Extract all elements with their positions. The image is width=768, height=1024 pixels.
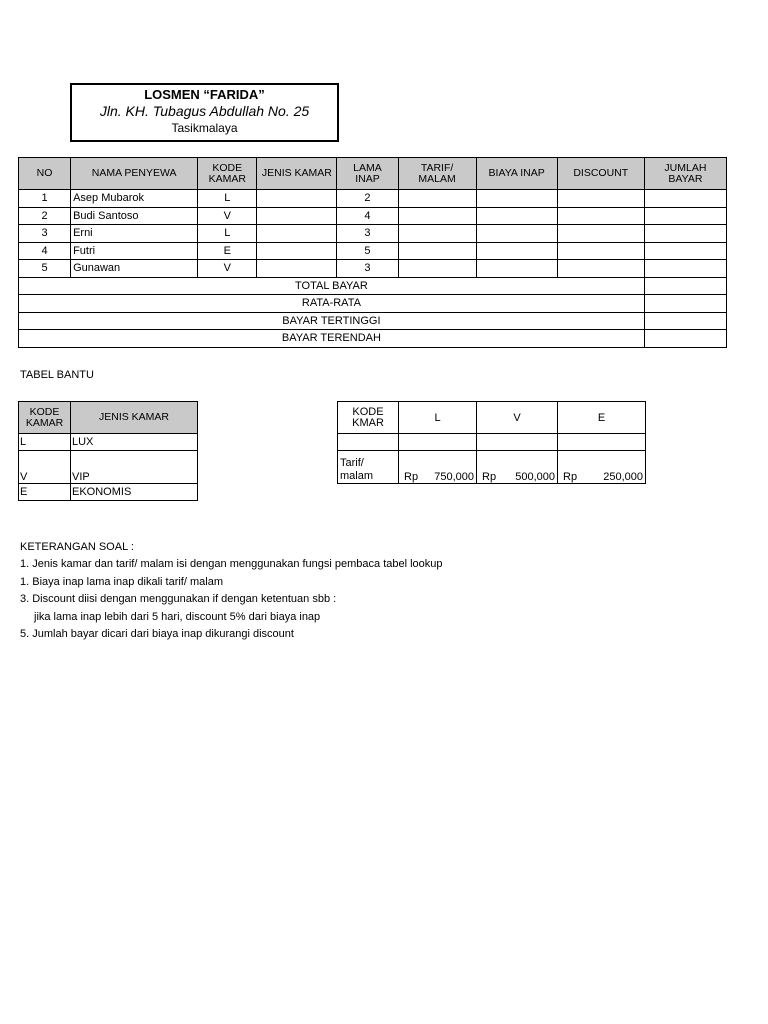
cell-jenis xyxy=(257,225,337,243)
tarif-value-v: 500,000 xyxy=(515,471,555,483)
cell-biaya xyxy=(476,190,557,208)
col-header-lama-2: INAP xyxy=(355,172,380,185)
tarif-empty-cell xyxy=(399,434,477,451)
cell-kode: V xyxy=(198,260,257,278)
kode-table-row xyxy=(19,484,198,501)
cell-no: 5 xyxy=(19,260,71,278)
cell-nama: Futri xyxy=(71,242,198,260)
cell-biaya xyxy=(476,242,557,260)
city: Tasikmalaya xyxy=(171,121,238,135)
cell-biaya xyxy=(476,225,557,243)
col-header-tarif-2: MALAM xyxy=(418,172,456,185)
notes-heading: KETERANGAN SOAL : xyxy=(20,541,134,553)
col-header-lama-1: LAMA xyxy=(353,161,382,174)
currency-label: Rp xyxy=(404,471,419,483)
kode-table-header-kode xyxy=(19,402,71,434)
tarif-value-e: 250,000 xyxy=(603,471,643,483)
main-table xyxy=(18,157,727,348)
tarif-empty-cell xyxy=(477,434,558,451)
cell-jumlah xyxy=(644,207,726,225)
jenis-cell: EKONOMIS xyxy=(71,484,198,501)
tarif-value-l: 750,000 xyxy=(434,471,474,483)
kode-table-header-jenis: JENIS KAMAR xyxy=(71,402,198,434)
cell-jumlah xyxy=(644,225,726,243)
summary-value-rata xyxy=(644,295,726,313)
cell-jumlah xyxy=(644,242,726,260)
cell-no: 1 xyxy=(19,190,71,208)
kode-table-row xyxy=(19,451,198,484)
cell-lama: 5 xyxy=(337,242,398,260)
tarif-row-label xyxy=(338,451,399,484)
header-row xyxy=(19,158,727,190)
tarif-row-label-1: Tarif/ xyxy=(340,457,364,469)
notes-line-3: 3. Discount diisi dengan menggunakan if dengan ketentuan sbb : xyxy=(20,593,337,606)
col-header-jumlah-1: JUMLAH xyxy=(664,161,707,174)
tarif-header-l: L xyxy=(399,402,477,434)
cell-no: 3 xyxy=(19,225,71,243)
summary-row-terendah xyxy=(19,330,727,348)
summary-value-terendah xyxy=(644,330,726,348)
cell-discount xyxy=(557,260,644,278)
cell-kode: V xyxy=(198,207,257,225)
tarif-cell-e xyxy=(558,451,646,484)
col-header-jumlah xyxy=(644,158,726,190)
kode-table-header-kode-1: KODE xyxy=(29,405,60,418)
cell-discount xyxy=(557,225,644,243)
cell-nama: Gunawan xyxy=(71,260,198,278)
table-row xyxy=(19,260,727,278)
cell-tarif xyxy=(398,260,476,278)
summary-row-rata xyxy=(19,295,727,313)
summary-row-tertinggi xyxy=(19,312,727,330)
col-header-no: NO xyxy=(19,158,71,190)
cell-lama: 3 xyxy=(337,225,398,243)
notes-line-1: 1. Jenis kamar dan tarif/ malam isi dengan menggunakan fungsi pembaca tabel lookup xyxy=(20,558,443,571)
col-header-discount: DISCOUNT xyxy=(557,158,644,190)
tabel-bantu-label: TABEL BANTU xyxy=(20,369,94,381)
tarif-empty-row xyxy=(338,434,646,451)
cell-biaya xyxy=(476,207,557,225)
kode-cell: L xyxy=(19,434,71,451)
notes-line-3b: jika lama inap lebih dari 5 hari, discount 5% dari biaya inap xyxy=(34,610,321,623)
jenis-cell: VIP xyxy=(71,451,198,484)
table-row xyxy=(19,225,727,243)
col-header-biaya: BIAYA INAP xyxy=(476,158,557,190)
kode-table-header-kode-2: KAMAR xyxy=(25,416,64,429)
table-row xyxy=(19,242,727,260)
cell-lama: 4 xyxy=(337,207,398,225)
cell-discount xyxy=(557,190,644,208)
tarif-row xyxy=(338,451,646,484)
cell-biaya xyxy=(476,260,557,278)
tarif-empty-cell xyxy=(558,434,646,451)
page-title: LOSMEN “FARIDA” xyxy=(144,87,265,102)
cell-jumlah xyxy=(644,190,726,208)
cell-tarif xyxy=(398,225,476,243)
summary-label-rata: RATA-RATA xyxy=(19,295,645,313)
notes-line-4: 5. Jumlah bayar dicari dari biaya inap dikurangi discount xyxy=(20,628,294,641)
tarif-header-e: E xyxy=(558,402,646,434)
kode-kamar-table xyxy=(18,401,198,501)
kode-table-row xyxy=(19,434,198,451)
summary-label-terendah: BAYAR TERENDAH xyxy=(19,330,645,348)
summary-label-total: TOTAL BAYAR xyxy=(19,277,645,295)
cell-kode: E xyxy=(198,242,257,260)
cell-tarif xyxy=(398,242,476,260)
col-header-kode-2: KAMAR xyxy=(208,172,246,185)
cell-no: 2 xyxy=(19,207,71,225)
col-header-lama xyxy=(337,158,398,190)
cell-no: 4 xyxy=(19,242,71,260)
cell-tarif xyxy=(398,207,476,225)
title-box xyxy=(70,83,339,142)
tarif-empty-cell xyxy=(338,434,399,451)
col-header-tarif xyxy=(398,158,476,190)
summary-value-total xyxy=(644,277,726,295)
cell-kode: L xyxy=(198,225,257,243)
tarif-header-kode-2: KMAR xyxy=(352,416,384,429)
tarif-table-header xyxy=(338,402,646,434)
tarif-table xyxy=(337,401,646,484)
col-header-kode-1: KODE xyxy=(212,161,243,174)
cell-nama: Budi Santoso xyxy=(71,207,198,225)
summary-row-total xyxy=(19,277,727,295)
cell-lama: 2 xyxy=(337,190,398,208)
col-header-tarif-1: TARIF/ xyxy=(420,161,454,174)
col-header-nama: NAMA PENYEWA xyxy=(71,158,198,190)
cell-jenis xyxy=(257,242,337,260)
cell-jenis xyxy=(257,190,337,208)
address: Jln. KH. Tubagus Abdullah No. 25 xyxy=(99,103,310,119)
col-header-kode xyxy=(198,158,257,190)
currency-label: Rp xyxy=(563,471,578,483)
summary-label-tertinggi: BAYAR TERTINGGI xyxy=(19,312,645,330)
keterangan-soal xyxy=(20,539,443,643)
summary-value-tertinggi xyxy=(644,312,726,330)
kode-table-header xyxy=(19,402,198,434)
cell-nama: Erni xyxy=(71,225,198,243)
cell-discount xyxy=(557,242,644,260)
table-row xyxy=(19,207,727,225)
cell-lama: 3 xyxy=(337,260,398,278)
cell-tarif xyxy=(398,190,476,208)
table-row xyxy=(19,190,727,208)
cell-jenis xyxy=(257,260,337,278)
cell-jenis xyxy=(257,207,337,225)
jenis-cell: LUX xyxy=(71,434,198,451)
col-header-jenis: JENIS KAMAR xyxy=(257,158,337,190)
cell-jumlah xyxy=(644,260,726,278)
tarif-header-v: V xyxy=(477,402,558,434)
tarif-cell-l xyxy=(399,451,477,484)
kode-cell: V xyxy=(19,451,71,484)
kode-cell: E xyxy=(19,484,71,501)
notes-line-2: 1. Biaya inap lama inap dikali tarif/ malam xyxy=(20,575,223,588)
currency-label: Rp xyxy=(482,471,497,483)
cell-kode: L xyxy=(198,190,257,208)
tarif-row-label-2: malam xyxy=(340,470,374,482)
tarif-header-kode xyxy=(338,402,399,434)
tarif-cell-v xyxy=(477,451,558,484)
cell-discount xyxy=(557,207,644,225)
col-header-jumlah-2: BAYAR xyxy=(668,172,703,185)
cell-nama: Asep Mubarok xyxy=(71,190,198,208)
tarif-header-kode-1: KODE xyxy=(352,405,384,418)
